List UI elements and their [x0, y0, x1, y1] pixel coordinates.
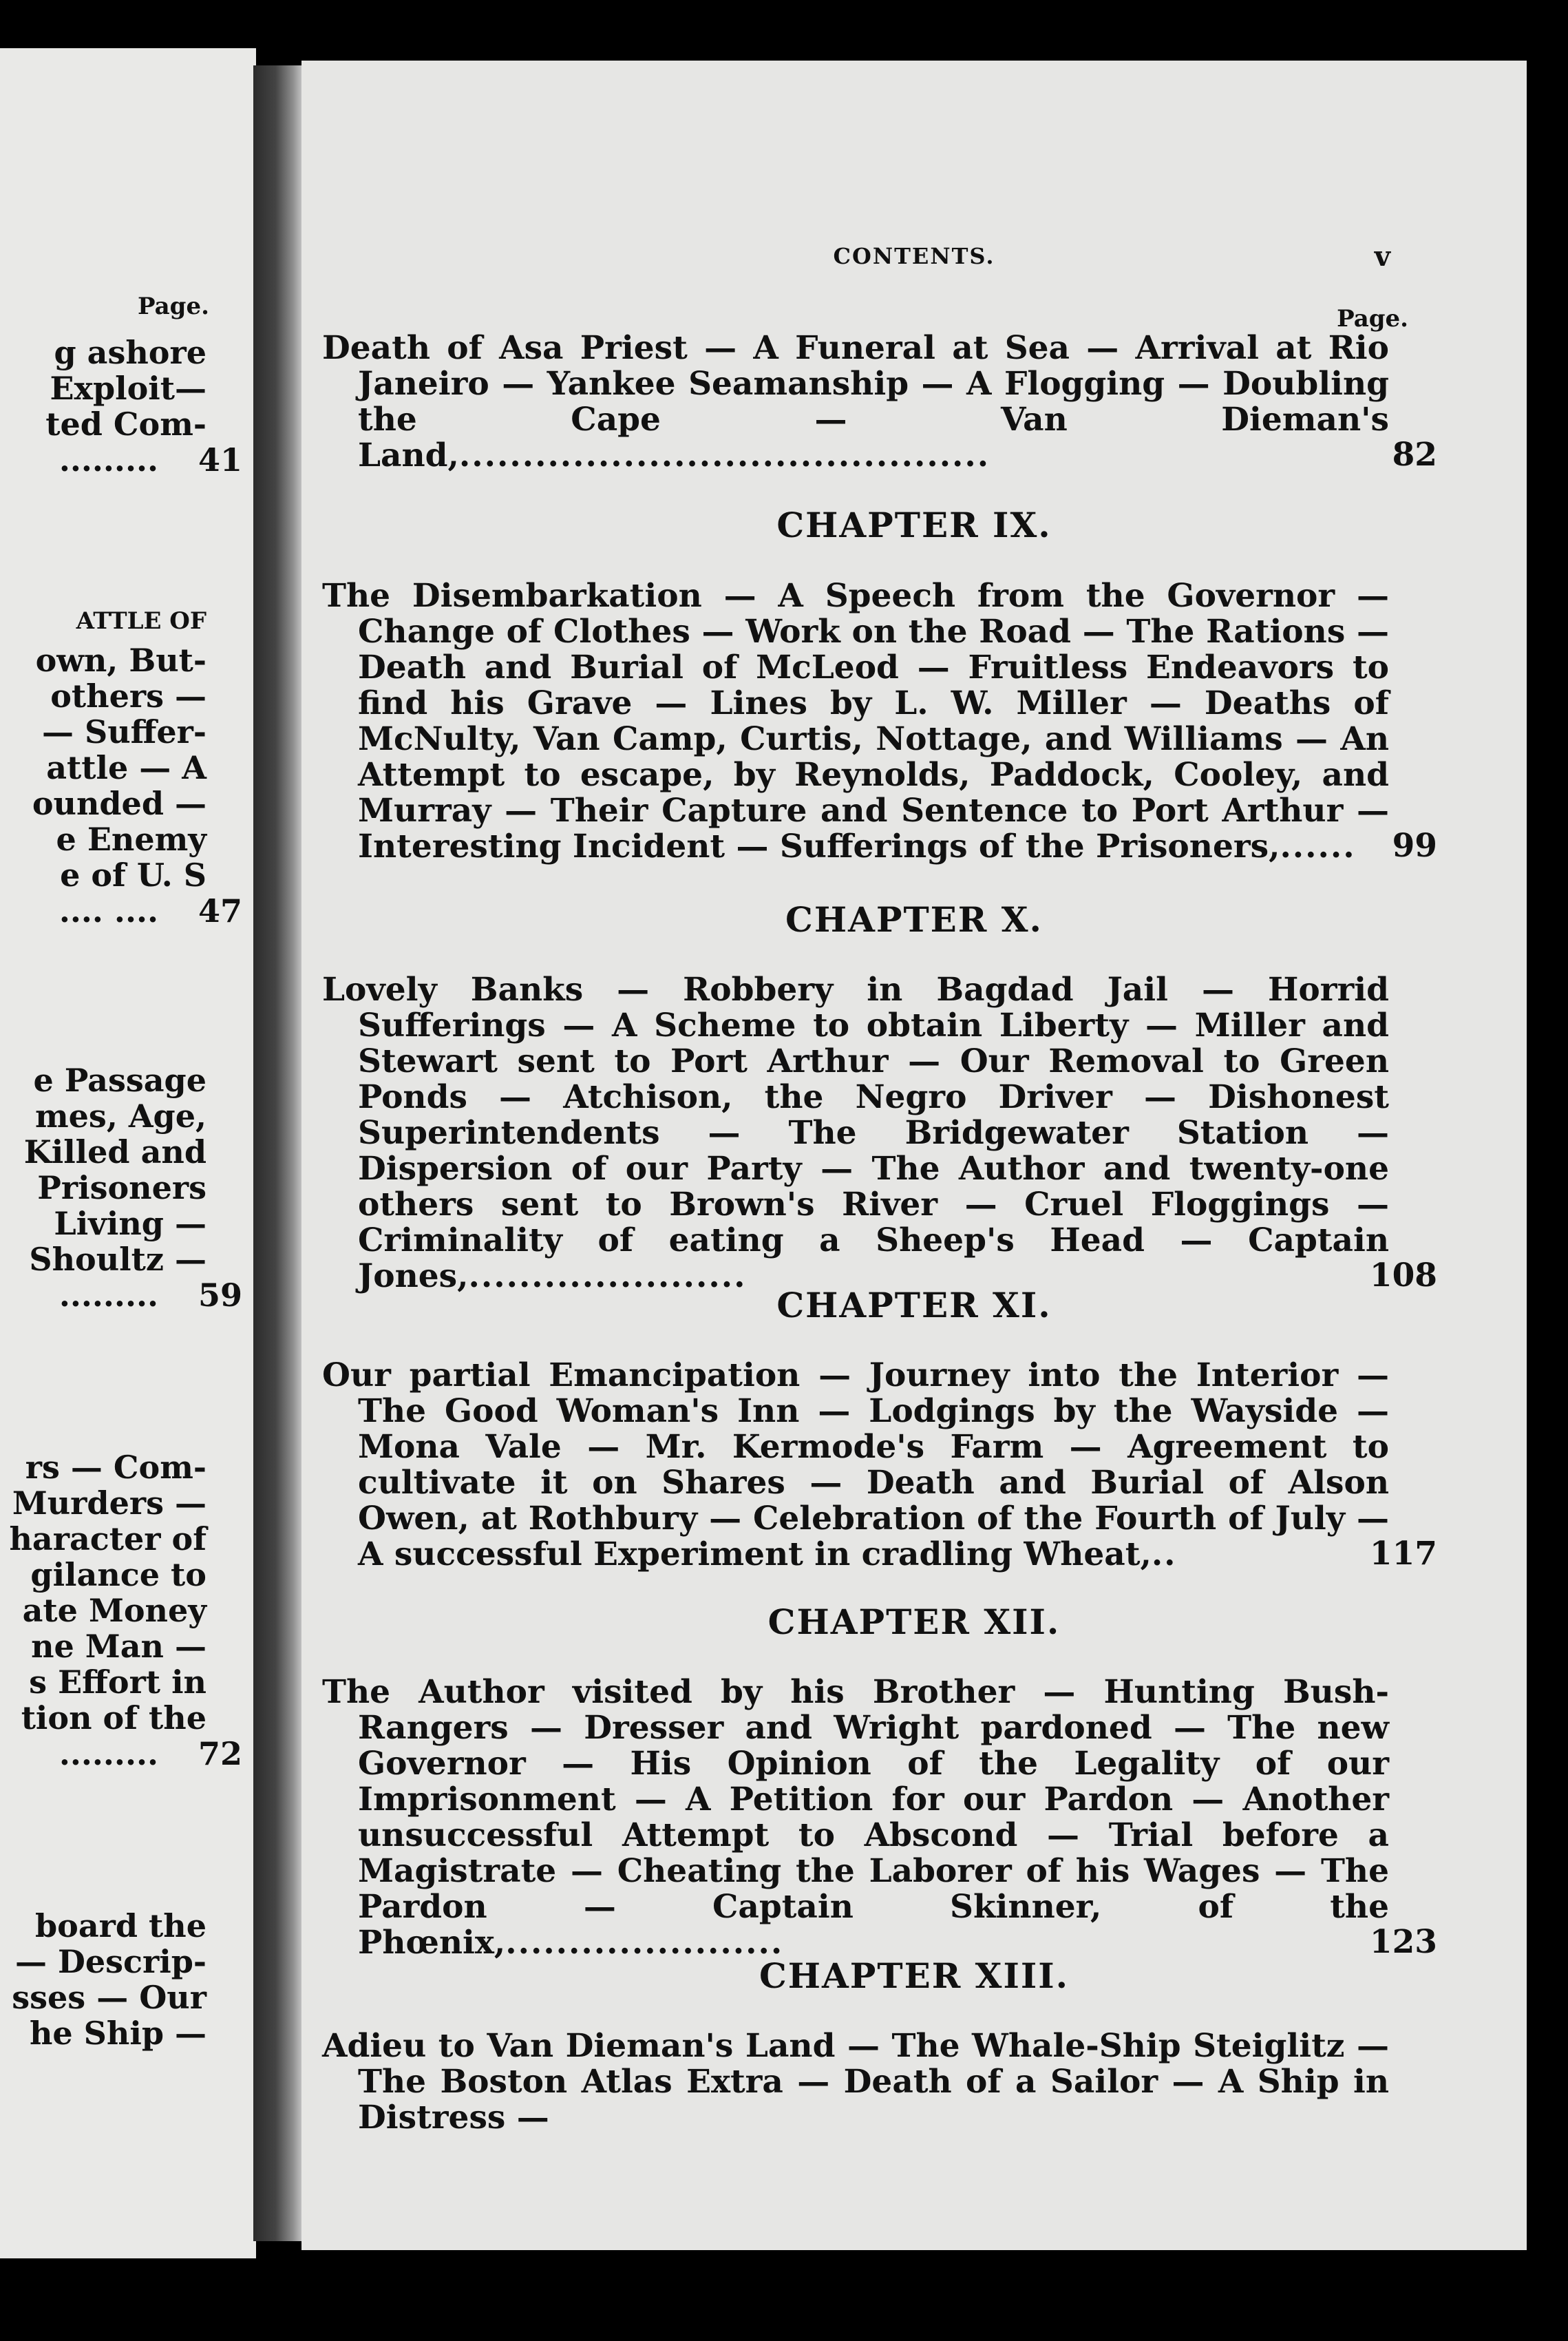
- left-line: others —: [50, 678, 206, 715]
- left-line: ted Com-: [45, 406, 206, 443]
- left-page-number: 59: [198, 1277, 242, 1314]
- left-line: ne Man —: [31, 1628, 206, 1665]
- entry-text: Our partial Emancipation — Journey into the Interior — The Good Woman's Inn — Lodgings by the Wayside — Mona Vale — Mr. Kermode's Farm — Agreement to cultivate it on Shares — Death and Burial of Alson Owen, at Rothbury — Celebration of the Fourth of July — A successful Experiment in cradling Wheat,: [322, 1356, 1389, 1573]
- left-line: — Descrip-: [14, 1943, 206, 1980]
- left-line: attle — A: [46, 749, 206, 786]
- left-line: ate Money: [22, 1592, 206, 1629]
- entry-page-number: 117: [1369, 1535, 1437, 1573]
- left-line: he Ship —: [29, 2015, 206, 2052]
- left-line: .........: [59, 441, 158, 479]
- chapter-heading: CHAPTER XIII.: [759, 1955, 1070, 1996]
- left-line: Exploit—: [50, 370, 206, 407]
- left-line: Prisoners: [37, 1169, 206, 1206]
- chapter-heading: CHAPTER XI.: [776, 1285, 1052, 1325]
- chapter-heading: CHAPTER X.: [785, 899, 1043, 940]
- dot-leaders: ......: [1280, 828, 1356, 865]
- previous-page-fragment: [0, 48, 256, 2258]
- left-line: s Effort in: [29, 1663, 206, 1701]
- entry-text: The Author visited by his Brother — Hunting Bush-Rangers — Dresser and Wright pardoned — The new Governor — His Opinion of the Legality of our Imprisonment — A Petition for our Pardon — Another unsuccessful Attempt to Abscond — Trial before a Magistrate — Cheating the Laborer of his Wages — The Pardon — Captain Skinner, of the Phœnix,: [322, 1673, 1389, 1962]
- left-line: g ashore: [54, 334, 206, 371]
- left-line: Killed and: [23, 1133, 206, 1170]
- entry-page-number: 108: [1369, 1257, 1437, 1294]
- left-line: e Passage: [33, 1062, 206, 1099]
- left-line: e of U. S: [60, 857, 206, 894]
- left-line: .........: [59, 1277, 158, 1314]
- left-line: ounded —: [32, 785, 206, 822]
- entry-page-number: 82: [1392, 436, 1437, 474]
- running-title: CONTENTS.: [833, 243, 995, 269]
- contents-entry: [322, 2028, 1389, 2136]
- left-page-label: Page.: [138, 293, 209, 320]
- left-line: — Suffer-: [41, 713, 206, 750]
- entry-text: The Disembarkation — A Speech from the Governor — Change of Clothes — Work on the Road — The Rations — Death and Burial of McLeod — Fruitless Endeavors to find his Grave — Lines by L. W. Miller — Deaths of McNulty, Van Camp, Curtis, Nottage, and Williams — An Attempt to escape, by Reynolds, Paddock, Cooley, and Murray — Their Capture and Sentence to Port Arthur — Interesting Incident — Sufferings of the Prisoners,: [322, 577, 1389, 865]
- left-line: .........: [59, 1735, 158, 1772]
- entry-text: Adieu to Van Dieman's Land — The Whale-Ship Steiglitz — The Boston Atlas Extra — Death of a Sailor — A Ship in Distress —: [322, 2027, 1389, 2137]
- left-line: rs — Com-: [25, 1449, 206, 1486]
- left-line: haracter of: [9, 1520, 206, 1557]
- contents-entry: [322, 1673, 1437, 1962]
- left-line: Shoultz —: [29, 1241, 206, 1278]
- entry-page-number: 123: [1369, 1923, 1437, 1961]
- book-gutter-shadow: [253, 65, 303, 2241]
- left-line: .... ....: [59, 892, 158, 930]
- left-line: sses — Our: [12, 1979, 206, 2016]
- left-line: board the: [34, 1907, 206, 1944]
- contents-entry: [322, 1356, 1437, 1573]
- entry-text: Death of Asa Priest — A Funeral at Sea — Arrival at Rio Janeiro — Yankee Seamanship — A Flogging — Doubling the Cape — Van Dieman's Land,: [322, 329, 1389, 474]
- left-line: ATTLE OF: [76, 607, 206, 635]
- page-column-label: Page.: [1337, 305, 1408, 333]
- left-line: tion of the: [21, 1699, 206, 1736]
- left-page-number: 47: [198, 892, 242, 930]
- entry-text: Lovely Banks — Robbery in Bagdad Jail — Horrid Sufferings — A Scheme to obtain Liberty — Miller and Stewart sent to Port Arthur — Our Removal to Green Ponds — Atchison, the Negro Driver — Dishonest Superintendents — The Bridgewater Station — Dispersion of our Party — The Author and twenty-one others sent to Brown's River — Cruel Floggings — Criminality of eating a Sheep's Head — Captain Jones,: [322, 971, 1389, 1295]
- entry-page-number: 99: [1392, 827, 1437, 865]
- dot-leaders: ..: [1151, 1535, 1177, 1573]
- folio: v: [1374, 240, 1390, 273]
- dot-leaders: ......................: [468, 1257, 747, 1295]
- chapter-heading: CHAPTER XII.: [767, 1602, 1061, 1642]
- dot-leaders: ..........................................: [458, 437, 990, 474]
- left-line: own, But-: [35, 642, 206, 679]
- left-line: mes, Age,: [34, 1098, 206, 1135]
- running-head: [301, 240, 1527, 277]
- left-line: gilance to: [30, 1556, 206, 1593]
- chapter-heading: CHAPTER IX.: [776, 505, 1052, 545]
- left-line: Living —: [54, 1205, 206, 1242]
- left-line: e Enemy: [56, 821, 206, 858]
- left-page-number: 41: [198, 441, 242, 479]
- dot-leaders: ......................: [505, 1924, 784, 1962]
- left-page-number: 72: [198, 1735, 242, 1772]
- contents-entry: [322, 329, 1437, 474]
- contents-entry: [322, 971, 1437, 1295]
- left-line: Murders —: [12, 1484, 206, 1522]
- contents-page: [301, 61, 1527, 2250]
- contents-entry: [322, 577, 1437, 865]
